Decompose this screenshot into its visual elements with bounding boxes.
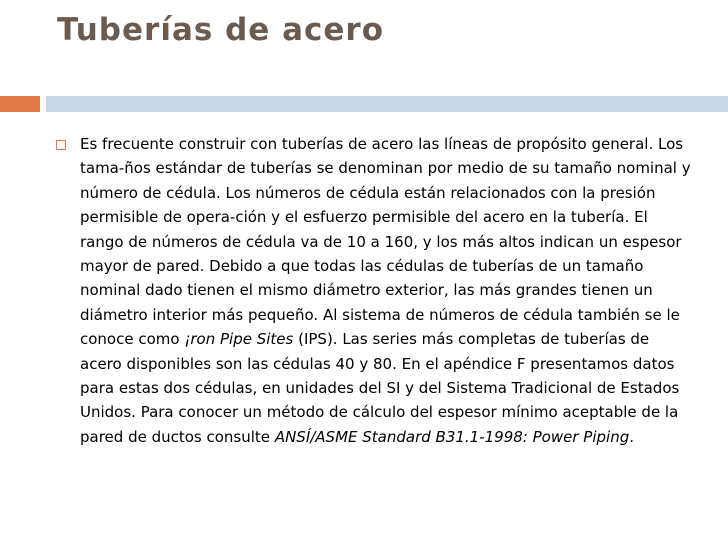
paragraph-text-2: (IPS). Las series más completas de tuberías de acero disponibles son las cédulas 40 y 80. En el apéndice F presentamos datos para estas dos cédulas, en unidades del SI y del Sistema Tradicional de Estados Unidos. Para conocer un método de cálculo del espesor mínimo aceptable de la pared de ductos consulte [80,330,680,446]
paragraph-text-1: Es frecuente construir con tuberías de acero las líneas de propósito general. Los tama-ños estándar de tuberías se denominan por medio de su tamaño nominal y número de cédula. Los números de cédula están relacionados con la presión permisible de opera-ción y el esfuerzo permisible del acero en la tubería. El rango de números de cédula va de 10 a 160, y los más altos indican un espesor mayor de pared. Debido a que todas las cédulas de tuberías de un tamaño nominal dado tienen el mismo diámetro exterior, las más grandes tienen un diámetro interior más pequeño. Al sistema de números de cédula también se le conoce como [80,135,691,349]
paragraph-text-3: . [629,427,634,446]
paragraph-italic-2: ANSÍ/ASME Standard B31.1-1998: Power Piping [274,427,630,446]
paragraph-italic-1: ¡ron Pipe Sites [184,330,294,349]
title-divider [0,96,728,112]
square-bullet-icon [56,140,66,150]
divider-accent-block [0,96,40,112]
slide-title: Tuberías de acero [57,12,385,48]
bullet-paragraph [80,132,695,449]
divider-bar [46,96,728,112]
